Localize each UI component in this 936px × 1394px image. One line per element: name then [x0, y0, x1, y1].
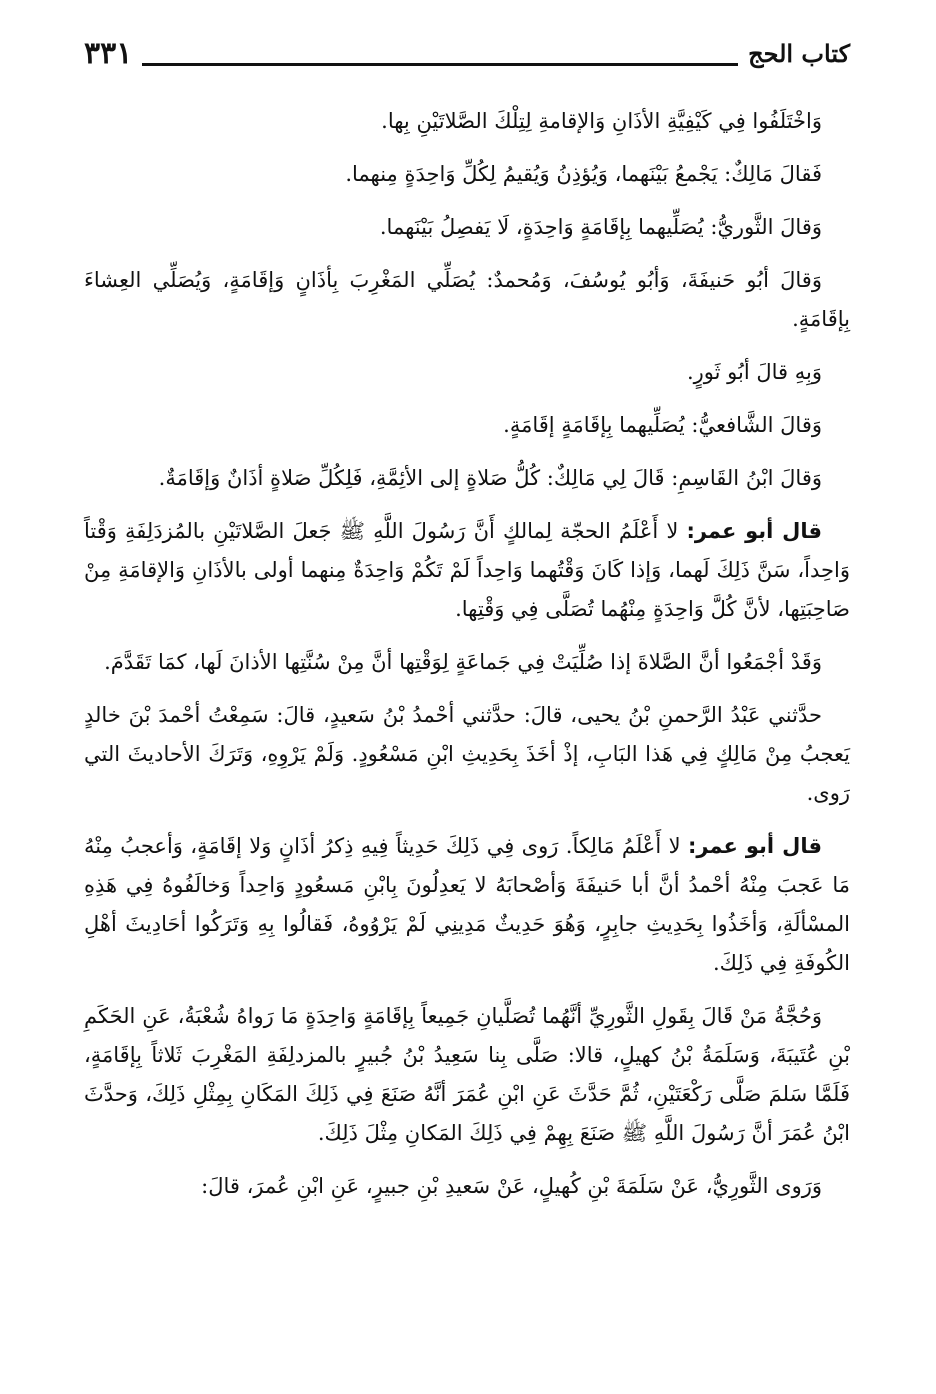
book-title: كتاب الحج	[748, 38, 850, 68]
page-number: ٣٣١	[84, 35, 133, 71]
paragraph-text: وَقالَ أبُو حَنيفَةَ، وَأبُو يُوسُفَ، وَمُحمدٌ: يُصَلِّي المَغْرِبَ بِأذَانٍ وَإقَامَةٍ، وَيُصَلِّي العِشاءَ بِإقَامَةٍ.	[84, 268, 850, 331]
paragraph-text: لا أَعْلَمُ مَالِكاً. رَوى فِي ذَلِكَ حَدِيثاً فِيهِ ذِكرُ أذَانٍ وَلا إقَامَةٍ، وَأعجبُ مِنْهُ مَا عَجبَ مِنْهُ أحْمدُ أنَّ أبا حَنيفَةَ وَأصْحابَهُ لا يَعدِلُونَ بِابْنِ مَسعُودٍ وَاحِداً وَخالَفُوهُ فِي هَذِهِ المسْألَةِ، وَأخَذُوا بِحَدِيثِ جابِرٍ، وَهُوَ حَدِيثٌ مَدِينِي لَمْ يَرْوُوهُ، فَقالُوا بِهِ وَتَرَكُوا أحَادِيثَ أهْلِ الكُوفَةِ فِي ذَلِكَ.	[84, 834, 850, 975]
page-header	[84, 28, 850, 78]
paragraph-text: وَقالَ ابْنُ القَاسِمِ: قَالَ لِي مَالِكٌ: كُلُّ صَلاةٍ إلى الأئِمَّةِ، فَلِكُلِّ صَلاةٍ أذَانٌ وَإقَامَةٌ.	[158, 466, 822, 490]
paragraph-text: حدَّثني عَبْدُ الرَّحمنِ بْنُ يحيى، قالَ: حدَّثني أحْمدُ بْنُ سَعيدٍ، قالَ: سَمِعْتُ أحْمدَ بْنَ خالدٍ يَعجبُ مِنْ مَالِكٍ فِي هَذا البَابِ، إذْ أخَذَ بِحَدِيثِ ابْنِ مَسْعُودٍ. وَلَمْ يَرْوِهِ، وَتَرَكَ الأحاديثَ التي رَوى.	[84, 703, 850, 805]
header-rule	[142, 63, 738, 66]
paragraph	[84, 208, 850, 247]
paragraph	[84, 827, 850, 983]
paragraph	[84, 102, 850, 141]
paragraph	[84, 512, 850, 629]
paragraph-text: وَقَدْ أجْمَعُوا أنَّ الصَّلاةَ إذا صُلِّيَتْ فِي جَماعَةٍ لِوَقْتِها أنَّ مِنْ سُنَّتِها الأذانَ لَها، كمَا تَقَدَّمَ.	[104, 650, 822, 674]
paragraph	[84, 696, 850, 813]
paragraph	[84, 155, 850, 194]
paragraph-lead: قال أبو عمر:	[686, 519, 822, 543]
paragraph	[84, 261, 850, 339]
paragraph	[84, 997, 850, 1153]
paragraph-text: لا أَعْلَمُ الحجّة لِمالكٍ أَنَّ رَسُولَ اللَّهِ ﷺ جَعلَ الصَّلاتَيْنِ بالمُزدَلِفَةِ وَقْتاً وَاحِداً، سَنَّ ذَلِكَ لَهما، وَإذا كَانَ وَقْتُهما وَاحِداً لَمْ تَكُمْ وَاحِدَةٌ مِنهما أولى بالأذَانِ وَالإقامَةِ مِنْ صَاحِبَتِها، لأنَّ كُلَّ وَاحِدَةٍ مِنْهُما تُصَلَّى فِي وَقْتِها.	[84, 519, 850, 621]
paragraph-text: وَقالَ الثَّوريُّ: يُصَلِّيهما بِإقَامَةٍ وَاحِدَةٍ، لَا يَفصِلُ بَيْنَهما.	[379, 215, 822, 239]
page-body	[84, 102, 850, 1206]
paragraph	[84, 643, 850, 682]
paragraph-text: فَقالَ مَالِكٌ: يَجْمعُ بَيْنَهما، وَيُؤذِنُ وَيُقيمُ لِكُلِّ وَاحِدَةٍ مِنهما.	[345, 162, 822, 186]
paragraph-text: وَبِهِ قالَ أبُو ثَورٍ.	[686, 360, 822, 384]
book-page	[84, 28, 850, 1216]
paragraph	[84, 459, 850, 498]
paragraph	[84, 1167, 850, 1206]
paragraph-text: وَرَوى الثَّورِيُّ، عَنْ سَلَمَةَ بْنِ كُهيلٍ، عَنْ سَعيدِ بْنِ جبيرٍ، عَنِ ابْنِ عُمرَ، قالَ:	[201, 1174, 822, 1198]
paragraph	[84, 353, 850, 392]
paragraph-text: وَقالَ الشَّافعيُّ: يُصَلِّيهما بِإقَامَةٍ إقَامَةٍ.	[503, 413, 822, 437]
paragraph-lead: قال أبو عمر:	[687, 834, 822, 858]
paragraph-text: وَحُجَّةُ مَنْ قَالَ بِقَولِ الثَّورِيِّ أنَّهُما تُصَلَّيانِ جَمِيعاً بِإقَامَةٍ وَاحِدَةٍ مَا رَواهُ شُعْبَةُ، عَنِ الحَكَمِ بْنِ عُتَيبَةَ، وَسَلَمَةُ بْنُ كهيلٍ، قالا: صَلَّى بِنا سَعِيدُ بْنُ جُبيرٍ بالمزدلِفَةِ المَغْرِبَ ثَلاثاً بِإقَامَةٍ، فَلَمَّا سَلمَ صَلَّى رَكْعَتَيْنِ، ثُمَّ حَدَّثَ عَنِ ابْنِ عُمَرَ أنَّهُ صَنَعَ فِي ذَلِكَ المَكَانِ بِمِثْلِ ذَلِكَ، وَحدَّثَ ابْنُ عُمَرَ أنَّ رَسُولَ اللَّهِ ﷺ صَنَعَ بِهِمْ فِي ذَلِكَ المَكانِ مِثْلَ ذَلِكَ.	[84, 1004, 851, 1145]
paragraph-text: وَاخْتَلَفُوا فِي كَيْفِيَّةِ الأذَانِ وَالإقامةِ لِتِلْكَ الصَّلاتَيْنِ بِها.	[381, 109, 822, 133]
paragraph	[84, 406, 850, 445]
